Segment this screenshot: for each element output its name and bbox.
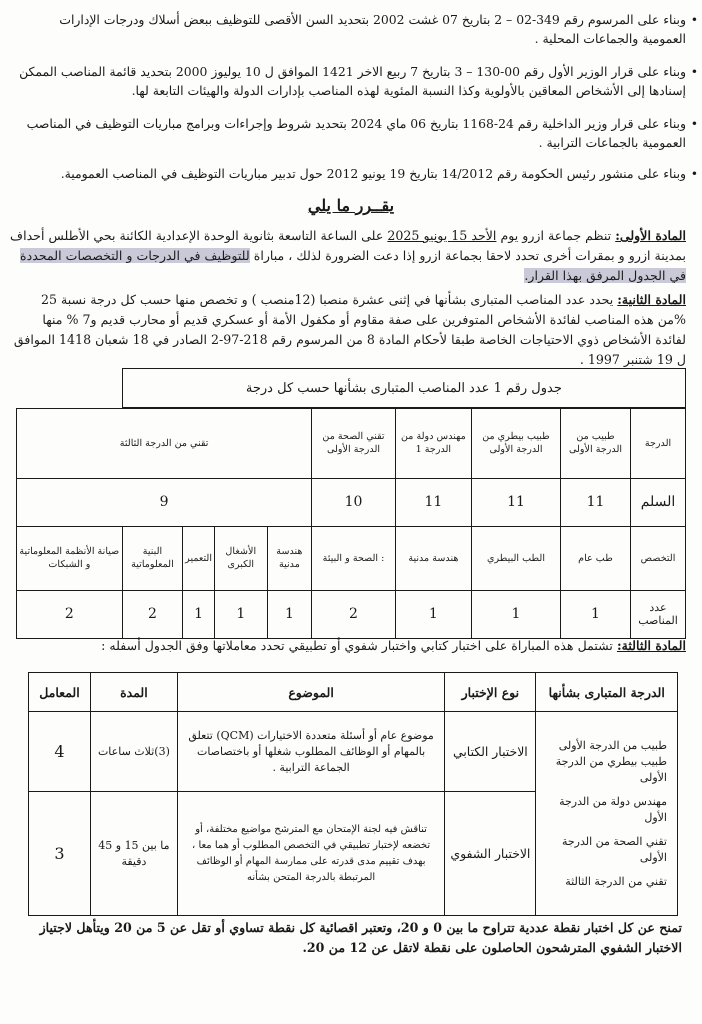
intro-clause: • وبناء على قرار الوزير الأول رقم 00-130 – 3 بتاريخ 7 ربيع الاخر 1421 الموافق ل 10 يوليوز 2000 بتحديد قائمة المناصب الممكن إسنادها إلى الأشخاص المعاقين بالأولوية وكذا النسبة المئوية لهذه المناصب بإدارات الدولة والهيئات التابعة لها. (18, 62, 686, 100)
header-coef: المعامل (29, 673, 91, 712)
level-item: تقني الصحة من الدرجة الأولى (561, 834, 667, 864)
oral-coef: 3 (29, 792, 91, 916)
positions-table (16, 368, 686, 639)
intro-clause: • وبناء على منشور رئيس الحكومة رقم 14/2012 بتاريخ 19 يونيو 2012 حول تدبير مباريات التوظيف في المناصب العمومية. (18, 164, 686, 183)
row-label-specialty: التخصص (631, 526, 686, 590)
footer-note: تمنح عن كل اختبار نقطة عددية تتراوح ما بين 0 و 20، وتعتبر اقصائية كل نقطة تساوي أو تقل عن 5 من 20 ويتأهل لاجتياز الاختبار الشفوي المترشحون الحاصلون على نقطة لاتقل عن 12 من 20. (39, 920, 682, 955)
specialty-cell: الطب البيطري (471, 526, 560, 590)
scale-cell: 9 (17, 478, 312, 526)
article-3 (10, 636, 686, 656)
row-label-count: عدد المناصب (631, 590, 686, 638)
oral-duration: ما بين 15 و 45 دقيقة (90, 792, 177, 916)
written-type: الاختبار الكتابي (445, 712, 536, 792)
article-1-date: الأحد 15 يونيو 2025 (387, 228, 497, 243)
scale-cell: 11 (471, 478, 560, 526)
levels-cell (536, 712, 678, 916)
count-cell: 1 (183, 590, 215, 638)
specialty-cell: الأشغال الكبرى (215, 526, 268, 590)
article-1-text: و بمقرات أخرى تحدد لاحقا بجماعة ازرو إذا دعت الضرورة لذلك ، مباراة (253, 248, 625, 263)
specialty-cell: طب عام (561, 526, 631, 590)
oral-subject: تناقش فيه لجنة الإمتحان مع المترشح مواضيع مختلفة، أو تخضعه لإختبار تطبيقي في التخصص المطلوب أو هما معا ، بهدف تقييم مدى قدرته على ممارسة المهام أو الوظائف المرتبطة بالدرجة المتحن بشأنه (177, 792, 444, 916)
count-cell: 1 (471, 590, 560, 638)
header-subject: الموضوع (177, 673, 444, 712)
count-cell: 2 (17, 590, 123, 638)
header-type: نوع الإختبار (445, 673, 536, 712)
count-cell: 1 (561, 590, 631, 638)
count-cell: 1 (215, 590, 268, 638)
level-item: مهندس دولة من الدرجة الأول (559, 794, 667, 824)
grade-cell: طبيب من الدرجة الأولى (561, 408, 631, 478)
count-cell: 1 (395, 590, 471, 638)
scale-cell: 11 (561, 478, 631, 526)
header-level: الدرجة المتبارى بشأنها (536, 673, 678, 712)
grade-cell: مهندس دولة من الدرجة 1 (395, 408, 471, 478)
decision-title: يقــرر ما يلي (307, 196, 395, 215)
article-1-text: على الساعة التاسعة بثانوية الوحدة الإعدادية الكائنة بحي الأطلس أحداف بمدينة ازرو (10, 228, 686, 263)
level-item: طبيب من الدرجة الأولى (558, 738, 667, 752)
article-2-label: المادة الثانية: (617, 292, 686, 307)
written-subject: موضوع عام أو أسئلة متعددة الاختيارات (QCM) تتعلق بالمهام أو الوظائف المطلوب شغلها أو باختصاصات الجماعة الترابية . (177, 712, 444, 792)
article-1-text: تنظم جماعة ازرو يوم (500, 228, 612, 243)
count-cell: 1 (267, 590, 312, 638)
positions-table-title: جدول رقم 1 عدد المناصب المتبارى بشأنها حسب كل درجة (122, 369, 685, 409)
grade-cell: تقني الصحة من الدرجة الأولى (312, 408, 396, 478)
written-duration: (3)ثلاث ساعات (90, 712, 177, 792)
specialty-cell: التعمير (183, 526, 215, 590)
intro-clause: • وبناء على المرسوم رقم 349-02 – 2 بتاريخ 07 غشت 2002 بتحديد السن الأقصى للتوظيف ببعض أسلاك ودرجات الإدارات العمومية والجماعات المحلية . (18, 10, 686, 48)
scale-cell: 10 (312, 478, 396, 526)
article-1 (10, 226, 686, 286)
specialty-cell: صيانة الأنظمة المعلوماتية و الشبكات (17, 526, 123, 590)
written-coef: 4 (29, 712, 91, 792)
article-3-label: المادة الثالثة: (616, 638, 686, 653)
oral-type: الاختبار الشفوي (445, 792, 536, 916)
article-2 (10, 290, 686, 370)
grade-cell: طبيب بيطري من الدرجة الأولى (471, 408, 560, 478)
header-duration: المدة (90, 673, 177, 712)
specialty-cell: هندسة مدنية (267, 526, 312, 590)
count-cell: 2 (312, 590, 396, 638)
article-3-text: تشتمل هذه المباراة على اختبار كتابي واختبار شفوي أو تطبيقي تحدد معاملاتها وفق الجدول أسفله : (101, 638, 613, 653)
count-cell: 2 (122, 590, 182, 638)
grade-cell: تقني من الدرجة الثالثة (17, 408, 312, 478)
level-item: تقني من الدرجة الثالثة (565, 874, 667, 888)
scale-cell: 11 (395, 478, 471, 526)
article-1-highlight: للتوظيف في الدرجات و التخصصات المحددة في الجدول المرفق بهذا القرار. (20, 248, 686, 283)
article-2-text: يحدد عدد المناصب المتبارى بشأنها في إثنى عشرة منصبا (12منصب ) و تخصص منها حسب كل درجة نسبة 25 %من هذه المناصب لفائدة الأشخاص المتوفرين على صفة مقاوم أو مكفول الأمة أو عسكري قديم أو محارب قديم و7 % منها لفائدة الأشخاص ذوي الاحتياجات الخاصة طبقا لأحكام المادة 8 من المرسوم رقم 218-97-2 الصادر في 18 شعبان 1418 الموافق ل 19 شتنبر 1997 . (13, 292, 686, 367)
article-1-label: المادة الأولى: (615, 228, 686, 243)
row-label-grade: الدرجة (631, 408, 686, 478)
specialty-cell: هندسة مدنية (395, 526, 471, 590)
row-label-scale: السلم (631, 478, 686, 526)
exams-table (28, 672, 678, 916)
level-item: طبيب بيطري من الدرجة الأولى (555, 754, 667, 784)
specialty-cell: البنية المعلوماتية (122, 526, 182, 590)
intro-clause: • وبناء على قرار وزير الداخلية رقم 24-1168 بتاريخ 06 ماي 2024 بتحديد شروط وإجراءات وبرامج مباريات التوظيف في المناصب العمومية بالجماعات الترابية . (18, 114, 686, 152)
specialty-cell: : الصحة و البيئة (312, 526, 396, 590)
